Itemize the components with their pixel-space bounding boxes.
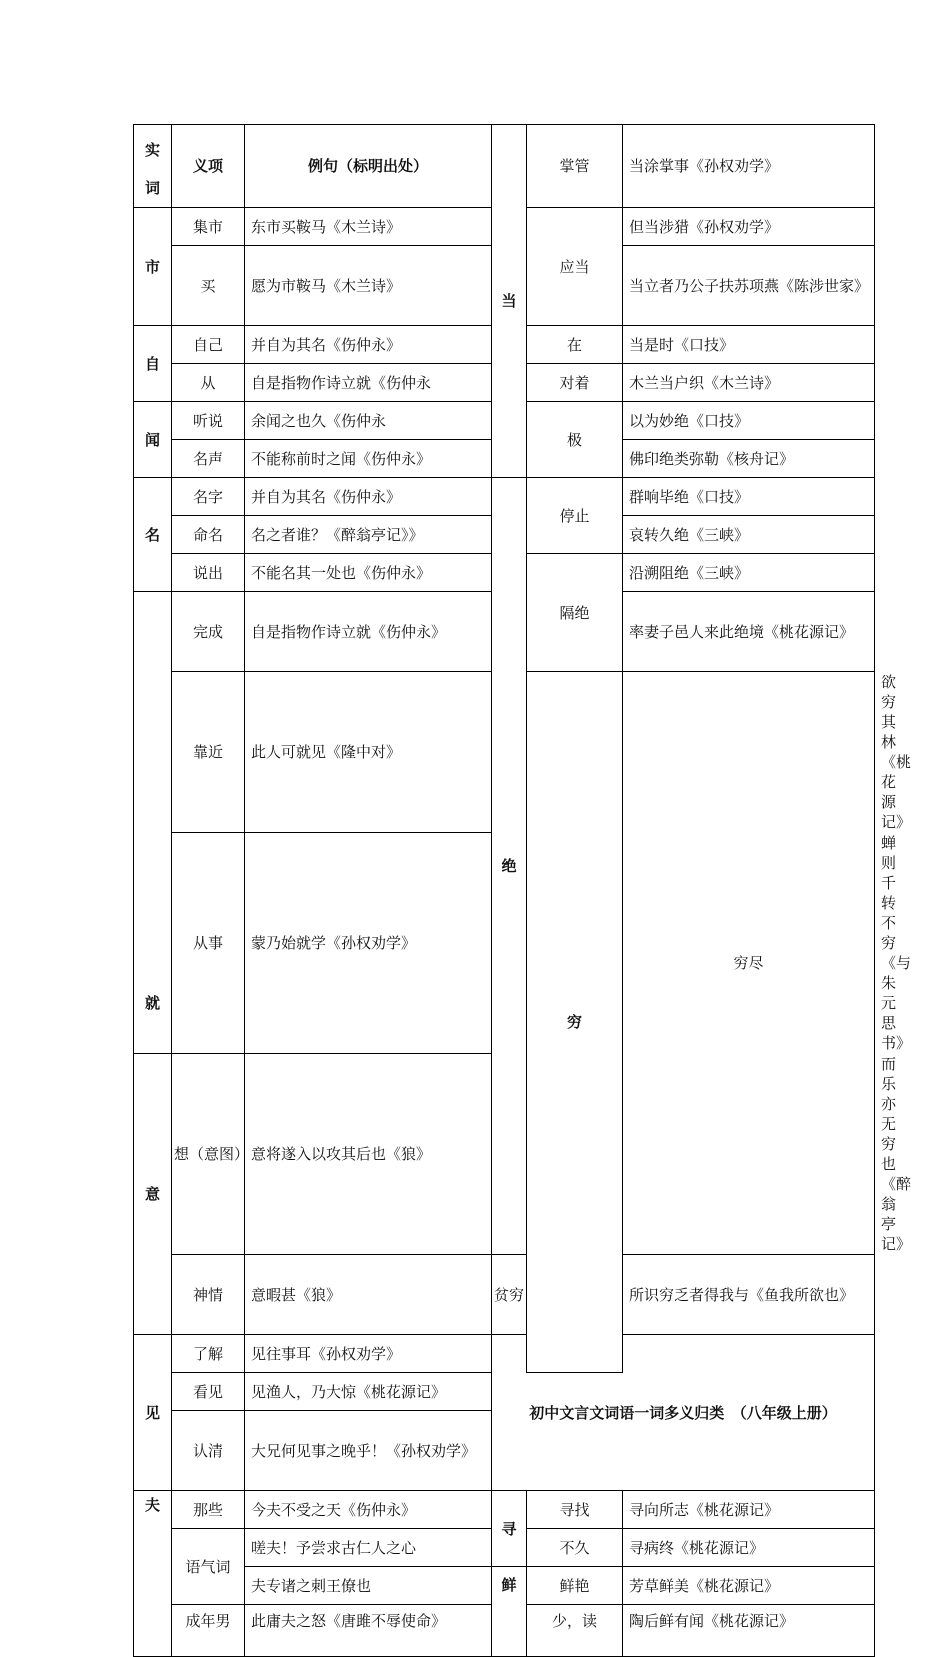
example-cell: 余闻之也久《伤仲永 [245, 402, 492, 440]
meaning-cell: 贫穷 [492, 1255, 527, 1335]
example-cell: 陶后鲜有闻《桃花源记》 [623, 1605, 875, 1657]
meaning-cell: 看见 [172, 1373, 245, 1411]
example-cell: 当立者乃公子扶苏项燕《陈涉世家》 [623, 246, 875, 326]
meaning-cell: 认清 [172, 1411, 245, 1491]
example-cell: 寻向所志《桃花源记》 [623, 1491, 875, 1529]
meaning-cell: 买 [172, 246, 245, 326]
meaning-cell: 寻找 [527, 1491, 623, 1529]
example-cell: 群响毕绝《口技》 [623, 478, 875, 516]
word-wen: 闻 [134, 402, 172, 478]
word-xun: 寻 [492, 1491, 527, 1567]
word-yi: 意 [134, 1054, 172, 1335]
polysemy-table: 实词 义项 例句（标明出处） 当 掌管 当涂掌事《孙权劝学》 市 集市 东市买鞍马《木兰诗》 应当 但当涉猎《孙权劝学》 买 愿为市鞍马《木兰诗》 当立者乃公子扶苏项燕《陈涉世家》 自 自己 并自为其名《伤仲永》 在 当是时《口技》 从 自是指物作诗立就《伤仲永 对着 木兰当户织《木兰诗》 闻 听说 余闻之也久《伤仲永 极 以为妙绝《口技》 名声 不能称前时之闻《伤仲永》 佛印绝类弥勒《核舟记》 名 名字 并自为其名《伤仲永》 绝 停止 群响毕绝《口技》 命名 名之者谁？《醉翁亭记》》 哀转久绝《三峡》 说出 不能名其一处也《伤仲永》 隔绝 沿溯阻绝《三峡》 就 完成 自是指物作诗立就《伤仲永》 率妻子邑人来此绝境《桃花源记》 靠近 此人可就见《隆中对》 穷 穷尽 欲穷其林《桃花源记》 从事 蒙乃始就学《孙权劝学》 蝉则千转不穷《与朱元思书》 意 想（意图） 意将遂入以攻其后也《狼》 而乐亦无穷也《醉翁亭记》 神情 意暇甚《狼》 贫穷 所识穷乏者得我与《鱼我所欲也》 见 了解 见往事耳《孙权劝学》 初中文言文词语一词多义归类 （八年级上册） 看见 见渔人，乃大惊《桃花源记》 认清 大兄何见事之晚乎！《孙权劝学》 夫 那些 今夫不受之天《伤仲永》 寻 寻找 寻向所志《桃花源记》 语气词 嗟夫！予尝求古仁人之心 不久 寻病终《桃花源记》 夫专诸之刺王僚也 鲜 鲜艳 芳草鲜美《桃花源记》 成年男 此庸夫之怒《唐雎不辱使命》 少，读 陶后鲜有闻《桃花源记》 [133, 124, 875, 1657]
meaning-cell: 掌管 [527, 125, 623, 208]
meaning-cell: 少，读 [527, 1605, 623, 1657]
example-cell: 哀转久绝《三峡》 [623, 516, 875, 554]
example-cell: 大兄何见事之晚乎！《孙权劝学》 [245, 1411, 492, 1491]
example-cell: 率妻子邑人来此绝境《桃花源记》 [623, 592, 875, 672]
example-cell: 不能名其一处也《伤仲永》 [245, 554, 492, 592]
meaning-cell: 集市 [172, 208, 245, 246]
meaning-cell: 名字 [172, 478, 245, 516]
meaning-cell: 穷尽 [623, 672, 875, 1255]
example-cell: 不能称前时之闻《伤仲永》 [245, 440, 492, 478]
table-title: 初中文言文词语一词多义归类 （八年级上册） [492, 1335, 875, 1491]
example-cell: 当是时《口技》 [623, 326, 875, 364]
header-example: 例句（标明出处） [245, 125, 492, 208]
meaning-cell: 应当 [527, 208, 623, 326]
example-cell: 自是指物作诗立就《伤仲永 [245, 364, 492, 402]
word-shi: 市 [134, 208, 172, 326]
meaning-cell: 从 [172, 364, 245, 402]
example-cell: 芳草鲜美《桃花源记》 [623, 1567, 875, 1605]
example-cell: 见往事耳《孙权劝学》 [245, 1335, 492, 1373]
example-cell: 佛印绝类弥勒《核舟记》 [623, 440, 875, 478]
example-cell: 意将遂入以攻其后也《狼》 [245, 1054, 492, 1255]
example-cell: 东市买鞍马《木兰诗》 [245, 208, 492, 246]
example-cell: 自是指物作诗立就《伤仲永》 [245, 592, 492, 672]
word-xian: 鲜 [492, 1567, 527, 1657]
word-dang: 当 [492, 125, 527, 478]
word-jue: 绝 [492, 478, 527, 1255]
word-qiong: 穷 [527, 672, 623, 1373]
meaning-cell: 隔绝 [527, 554, 623, 672]
meaning-cell: 从事 [172, 833, 245, 1054]
meaning-cell: 鲜艳 [527, 1567, 623, 1605]
example-cell: 见渔人，乃大惊《桃花源记》 [245, 1373, 492, 1411]
example-cell: 蒙乃始就学《孙权劝学》 [245, 833, 492, 1054]
word-ming: 名 [134, 478, 172, 592]
example-cell: 名之者谁？《醉翁亭记》》 [245, 516, 492, 554]
meaning-cell: 极 [527, 402, 623, 478]
meaning-cell: 不久 [527, 1529, 623, 1567]
example-cell: 愿为市鞍马《木兰诗》 [245, 246, 492, 326]
example-cell: 此庸夫之怒《唐雎不辱使命》 [245, 1605, 492, 1657]
example-cell: 当涂掌事《孙权劝学》 [623, 125, 875, 208]
meaning-cell: 自己 [172, 326, 245, 364]
word-jiu: 就 [134, 592, 172, 1054]
example-cell: 木兰当户织《木兰诗》 [623, 364, 875, 402]
meaning-cell: 靠近 [172, 672, 245, 833]
example-cell: 嗟夫！予尝求古仁人之心 [245, 1529, 492, 1567]
example-cell: 意暇甚《狼》 [245, 1255, 492, 1335]
example-cell: 所识穷乏者得我与《鱼我所欲也》 [623, 1255, 875, 1335]
header-word: 实词 [134, 125, 172, 208]
header-meaning: 义项 [172, 125, 245, 208]
word-jian: 见 [134, 1335, 172, 1491]
meaning-cell: 名声 [172, 440, 245, 478]
example-cell: 以为妙绝《口技》 [623, 402, 875, 440]
meaning-cell: 那些 [172, 1491, 245, 1529]
example-cell: 夫专诸之刺王僚也 [245, 1567, 492, 1605]
meaning-cell: 听说 [172, 402, 245, 440]
example-cell: 但当涉猎《孙权劝学》 [623, 208, 875, 246]
word-zi: 自 [134, 326, 172, 402]
meaning-cell: 命名 [172, 516, 245, 554]
meaning-cell: 神情 [172, 1255, 245, 1335]
meaning-cell: 停止 [527, 478, 623, 554]
word-fu: 夫 [134, 1491, 172, 1657]
example-cell: 并自为其名《伤仲永》 [245, 478, 492, 516]
meaning-cell: 语气词 [172, 1529, 245, 1605]
meaning-cell: 说出 [172, 554, 245, 592]
meaning-cell: 成年男 [172, 1605, 245, 1657]
meaning-cell: 了解 [172, 1335, 245, 1373]
meaning-cell: 完成 [172, 592, 245, 672]
example-cell: 并自为其名《伤仲永》 [245, 326, 492, 364]
meaning-cell: 在 [527, 326, 623, 364]
meaning-cell: 想（意图） [172, 1054, 245, 1255]
example-cell: 寻病终《桃花源记》 [623, 1529, 875, 1567]
example-cell: 此人可就见《隆中对》 [245, 672, 492, 833]
example-cell: 沿溯阻绝《三峡》 [623, 554, 875, 592]
meaning-cell: 对着 [527, 364, 623, 402]
example-cell: 今夫不受之天《伤仲永》 [245, 1491, 492, 1529]
